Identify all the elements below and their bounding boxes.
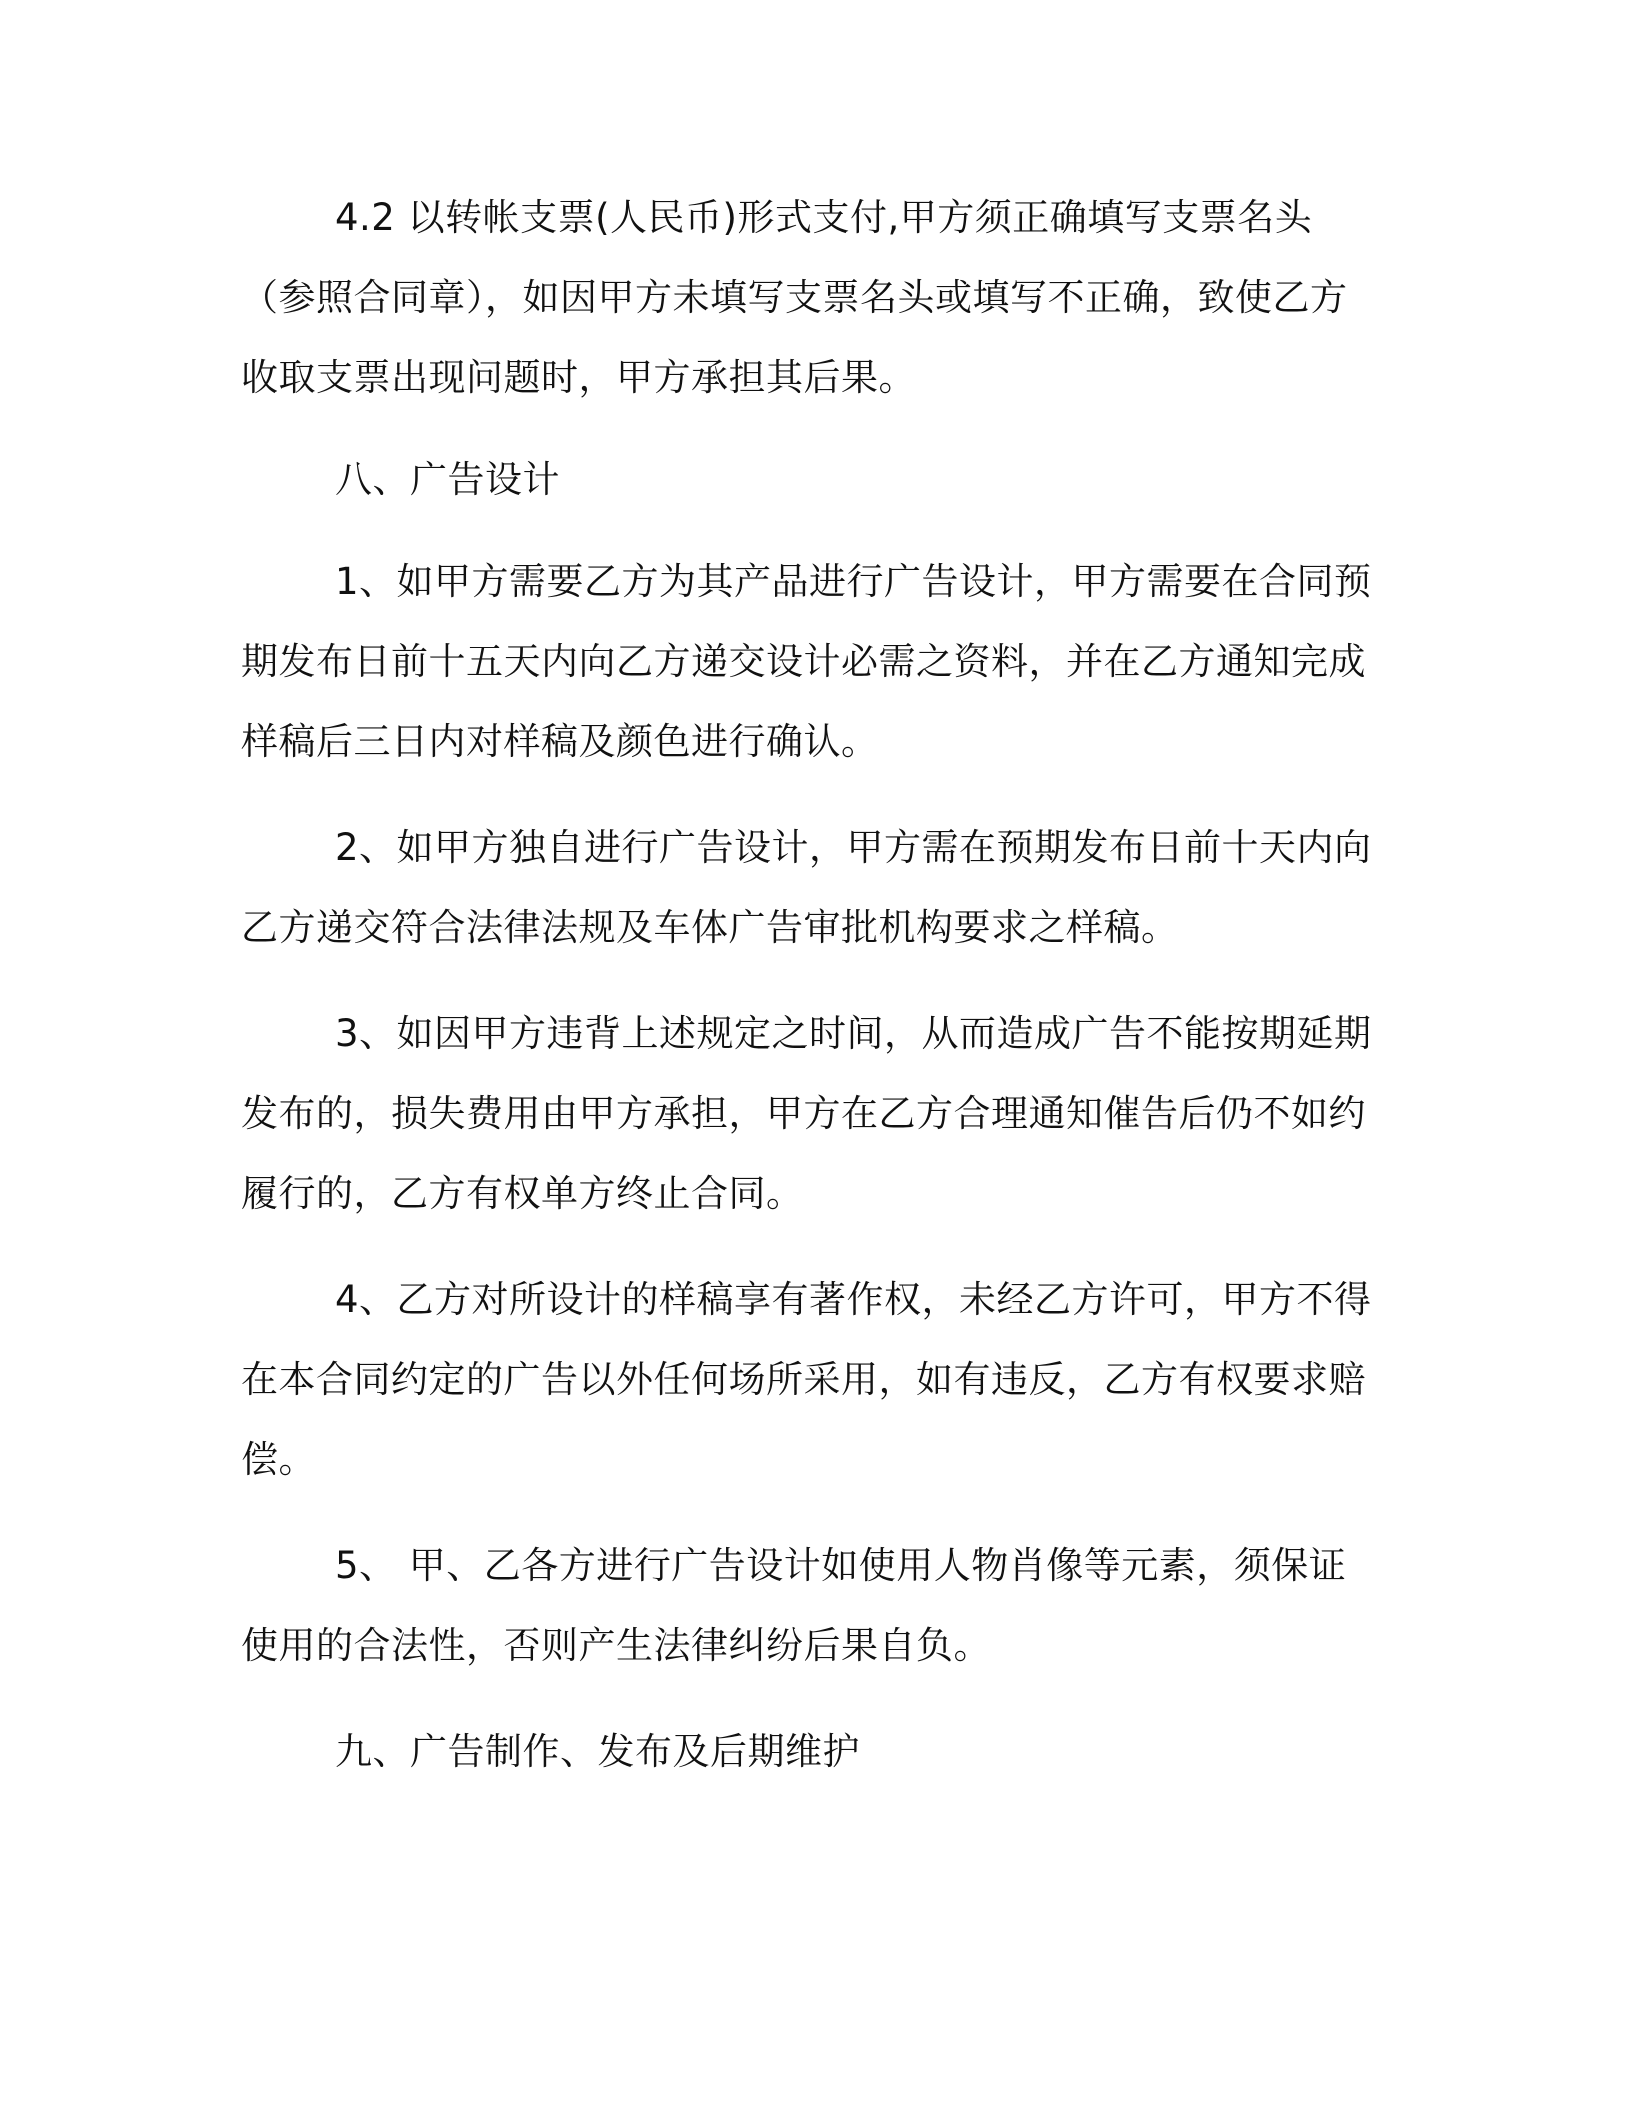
- paragraph-clause-3: 3、如因甲方违背上述规定之时间，从而造成广告不能按期延期发布的，损失费用由甲方承担，甲方在乙方合理通知催告后仍不如约履行的，乙方有权单方终止合同。: [241, 1012, 1372, 1215]
- paragraph-clause-1: 1、如甲方需要乙方为其产品进行广告设计，甲方需要在合同预期发布日前十五天内向乙方递交设计必需之资料，并在乙方通知完成样稿后三日内对样稿及颜色进行确认。: [241, 560, 1372, 763]
- section-heading-production: 九、广告制作、发布及后期维护: [335, 1730, 860, 1773]
- paragraph-clause-4: 4、乙方对所设计的样稿享有著作权，未经乙方许可，甲方不得在本合同约定的广告以外任何场所采用，如有违反，乙方有权要求赔偿。: [241, 1278, 1372, 1481]
- paragraph-clause-2: 2、如甲方独自进行广告设计，甲方需在预期发布日前十天内向乙方递交符合法律法规及车体广告审批机构要求之样稿。: [241, 826, 1372, 949]
- section-heading-ad-design: 八、广告设计: [335, 458, 560, 501]
- paragraph-clause-5: 5、 甲、乙各方进行广告设计如使用人物肖像等元素，须保证使用的合法性，否则产生法律纠纷后果自负。: [241, 1544, 1347, 1667]
- document-body: [241, 178, 1375, 1792]
- paragraph-payment-check: 4.2 以转帐支票(人民币)形式支付,甲方须正确填写支票名头（参照合同章），如因甲方未填写支票名头或填写不正确，致使乙方收取支票出现问题时，甲方承担其后果。: [241, 196, 1348, 399]
